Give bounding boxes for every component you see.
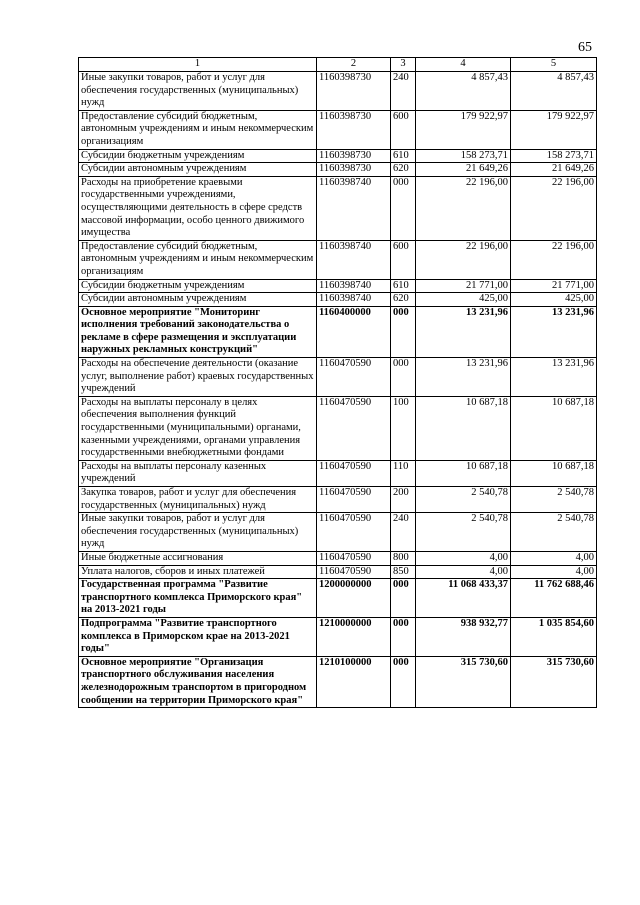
row-code-cell: 1160398730 [317, 163, 391, 177]
row-sum-col5-cell: 4,00 [511, 565, 597, 579]
row-expense-type-cell: 600 [391, 110, 416, 149]
table-row [79, 279, 597, 293]
row-expense-type-cell: 620 [391, 293, 416, 307]
row-expense-type-cell: 100 [391, 396, 416, 460]
row-name-cell: Субсидии автономным учреждениям [79, 163, 317, 177]
row-name-cell: Предоставление субсидий бюджетным, автономным учреждениям и иным некоммерческим организациям [79, 240, 317, 279]
table-row [79, 293, 597, 307]
row-name-cell: Расходы на приобретение краевыми государственными учреждениями, осуществляющими деятельность в сфере средств массовой информации, особо ценного движимого имущества [79, 176, 317, 240]
row-expense-type-cell: 240 [391, 513, 416, 552]
row-sum-col5-cell: 10 687,18 [511, 460, 597, 486]
row-sum-col5-cell: 1 035 854,60 [511, 617, 597, 656]
row-code-cell: 1160398740 [317, 240, 391, 279]
table-row [79, 110, 597, 149]
row-name-cell: Закупка товаров, работ и услуг для обеспечения государственных (муниципальных) нужд [79, 487, 317, 513]
row-sum-col5-cell: 22 196,00 [511, 176, 597, 240]
row-code-cell: 1160398730 [317, 72, 391, 111]
page-number: 65 [578, 40, 592, 55]
row-name-cell: Субсидии автономным учреждениям [79, 293, 317, 307]
row-sum-col4-cell: 2 540,78 [416, 487, 511, 513]
row-sum-col4-cell: 425,00 [416, 293, 511, 307]
row-expense-type-cell: 610 [391, 279, 416, 293]
row-expense-type-cell: 110 [391, 460, 416, 486]
row-sum-col5-cell: 315 730,60 [511, 656, 597, 707]
row-sum-col4-cell: 10 687,18 [416, 460, 511, 486]
row-name-cell: Субсидии бюджетным учреждениям [79, 279, 317, 293]
row-name-cell: Подпрограмма "Развитие транспортного комплекса в Приморском крае на 2013-2021 годы" [79, 617, 317, 656]
row-code-cell: 1160398740 [317, 279, 391, 293]
row-sum-col4-cell: 315 730,60 [416, 656, 511, 707]
row-sum-col5-cell: 4 857,43 [511, 72, 597, 111]
row-code-cell: 1160470590 [317, 460, 391, 486]
budget-table [78, 57, 597, 708]
row-expense-type-cell: 200 [391, 487, 416, 513]
row-sum-col4-cell: 4,00 [416, 565, 511, 579]
row-sum-col4-cell: 13 231,96 [416, 358, 511, 397]
row-sum-col4-cell: 22 196,00 [416, 176, 511, 240]
row-expense-type-cell: 600 [391, 240, 416, 279]
row-expense-type-cell: 850 [391, 565, 416, 579]
row-sum-col5-cell: 2 540,78 [511, 487, 597, 513]
row-sum-col5-cell: 22 196,00 [511, 240, 597, 279]
row-expense-type-cell: 800 [391, 551, 416, 565]
row-sum-col4-cell: 158 273,71 [416, 149, 511, 163]
table-row [79, 487, 597, 513]
row-expense-type-cell: 000 [391, 358, 416, 397]
row-code-cell: 1160398740 [317, 293, 391, 307]
row-sum-col4-cell: 4,00 [416, 551, 511, 565]
row-sum-col4-cell: 11 068 433,37 [416, 579, 511, 618]
row-name-cell: Расходы на обеспечение деятельности (оказание услуг, выполнение работ) краевых государственных учреждений [79, 358, 317, 397]
header-col-1: 1 [79, 58, 317, 72]
row-sum-col5-cell: 10 687,18 [511, 396, 597, 460]
table-row [79, 656, 597, 707]
row-code-cell: 1210100000 [317, 656, 391, 707]
row-code-cell: 1160470590 [317, 565, 391, 579]
row-code-cell: 1160470590 [317, 487, 391, 513]
table-row [79, 306, 597, 357]
row-sum-col5-cell: 21 771,00 [511, 279, 597, 293]
table-row [79, 513, 597, 552]
row-name-cell: Основное мероприятие "Организация транспортного обслуживания населения железнодорожным транспортом в пригородном сообщении на территории Приморского края" [79, 656, 317, 707]
row-sum-col5-cell: 179 922,97 [511, 110, 597, 149]
row-name-cell: Расходы на выплаты персоналу в целях обеспечения выполнения функций государственными (муниципальными) органами, казенными учреждениями, органами управления государственными внебюджетными фондами [79, 396, 317, 460]
row-sum-col5-cell: 4,00 [511, 551, 597, 565]
table-header-row [79, 58, 597, 72]
row-name-cell: Иные закупки товаров, работ и услуг для обеспечения государственных (муниципальных) нужд [79, 513, 317, 552]
row-sum-col5-cell: 2 540,78 [511, 513, 597, 552]
row-code-cell: 1200000000 [317, 579, 391, 618]
row-code-cell: 1160470590 [317, 358, 391, 397]
row-expense-type-cell: 620 [391, 163, 416, 177]
row-code-cell: 1210000000 [317, 617, 391, 656]
table-row [79, 565, 597, 579]
row-sum-col5-cell: 13 231,96 [511, 306, 597, 357]
row-sum-col4-cell: 10 687,18 [416, 396, 511, 460]
row-code-cell: 1160398730 [317, 110, 391, 149]
table-row [79, 551, 597, 565]
row-sum-col4-cell: 13 231,96 [416, 306, 511, 357]
table-row [79, 358, 597, 397]
row-name-cell: Иные бюджетные ассигнования [79, 551, 317, 565]
row-name-cell: Иные закупки товаров, работ и услуг для обеспечения государственных (муниципальных) нужд [79, 72, 317, 111]
row-expense-type-cell: 000 [391, 656, 416, 707]
table-row [79, 240, 597, 279]
table-row [79, 149, 597, 163]
table-row [79, 579, 597, 618]
row-name-cell: Уплата налогов, сборов и иных платежей [79, 565, 317, 579]
row-sum-col4-cell: 938 932,77 [416, 617, 511, 656]
row-name-cell: Основное мероприятие "Мониторинг исполнения требований законодательства о рекламе в сфере размещения и эксплуатации наружных рекламных конструкций" [79, 306, 317, 357]
row-expense-type-cell: 000 [391, 306, 416, 357]
header-col-5: 5 [511, 58, 597, 72]
row-sum-col5-cell: 13 231,96 [511, 358, 597, 397]
row-sum-col4-cell: 179 922,97 [416, 110, 511, 149]
row-sum-col4-cell: 21 771,00 [416, 279, 511, 293]
row-sum-col5-cell: 21 649,26 [511, 163, 597, 177]
row-code-cell: 1160398730 [317, 149, 391, 163]
row-name-cell: Предоставление субсидий бюджетным, автономным учреждениям и иным некоммерческим организациям [79, 110, 317, 149]
row-sum-col4-cell: 22 196,00 [416, 240, 511, 279]
row-name-cell: Государственная программа "Развитие транспортного комплекса Приморского края" на 2013-2021 годы [79, 579, 317, 618]
row-name-cell: Субсидии бюджетным учреждениям [79, 149, 317, 163]
row-expense-type-cell: 000 [391, 617, 416, 656]
header-col-2: 2 [317, 58, 391, 72]
header-col-3: 3 [391, 58, 416, 72]
header-col-4: 4 [416, 58, 511, 72]
row-expense-type-cell: 240 [391, 72, 416, 111]
row-name-cell: Расходы на выплаты персоналу казенных учреждений [79, 460, 317, 486]
table-row [79, 617, 597, 656]
row-sum-col5-cell: 425,00 [511, 293, 597, 307]
row-expense-type-cell: 000 [391, 579, 416, 618]
table-row [79, 396, 597, 460]
row-sum-col4-cell: 21 649,26 [416, 163, 511, 177]
row-code-cell: 1160470590 [317, 396, 391, 460]
row-code-cell: 1160470590 [317, 551, 391, 565]
row-code-cell: 1160470590 [317, 513, 391, 552]
row-sum-col5-cell: 158 273,71 [511, 149, 597, 163]
table-row [79, 163, 597, 177]
row-code-cell: 1160400000 [317, 306, 391, 357]
row-expense-type-cell: 610 [391, 149, 416, 163]
table-row [79, 176, 597, 240]
table-row [79, 72, 597, 111]
row-expense-type-cell: 000 [391, 176, 416, 240]
row-sum-col4-cell: 2 540,78 [416, 513, 511, 552]
table-row [79, 460, 597, 486]
row-sum-col4-cell: 4 857,43 [416, 72, 511, 111]
table-body [79, 72, 597, 708]
row-sum-col5-cell: 11 762 688,46 [511, 579, 597, 618]
row-code-cell: 1160398740 [317, 176, 391, 240]
